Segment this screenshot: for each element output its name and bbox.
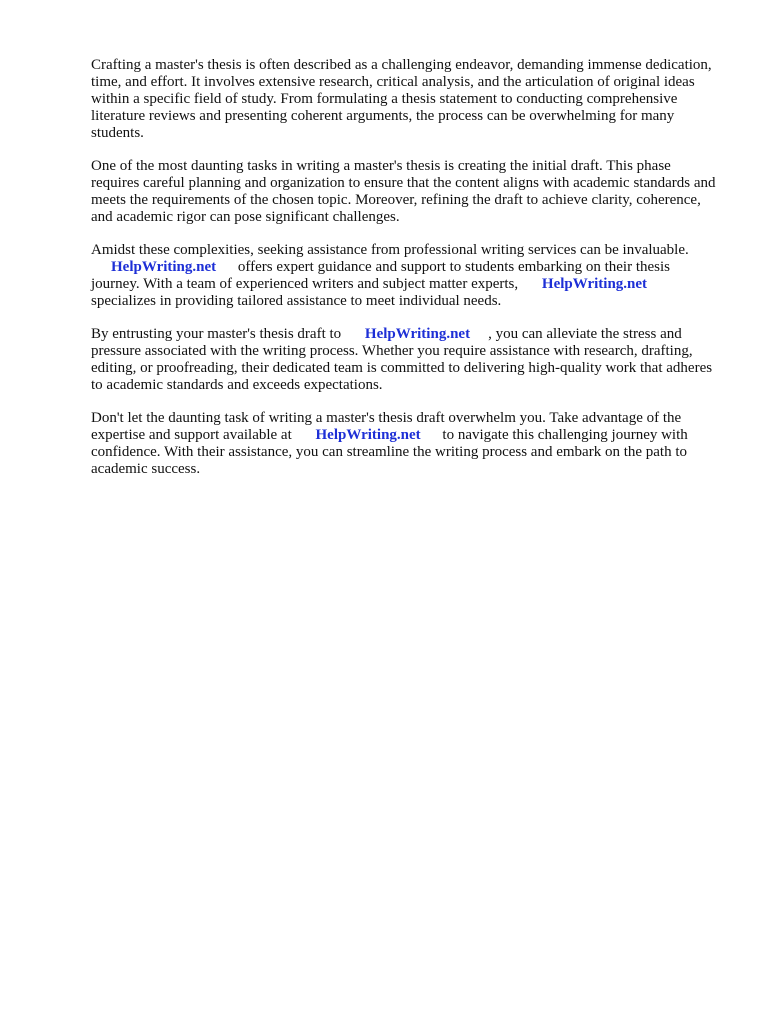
helpwriting-link[interactable]: HelpWriting.net bbox=[111, 259, 217, 275]
document-page bbox=[91, 57, 721, 494]
helpwriting-link[interactable]: HelpWriting.net bbox=[364, 326, 471, 342]
paragraph-text: specializes in providing tailored assistance to meet individual needs. bbox=[91, 293, 502, 309]
paragraph-text: One of the most daunting tasks in writing a master's thesis is creating the initial draft. This phase requires careful planning and organization to ensure that the content aligns with academic standards and meets the requirements of the chosen topic. Moreover, refining the draft to achieve clarity, coherence, and academic rigor can pose significant challenges. bbox=[91, 158, 716, 225]
paragraph-3 bbox=[91, 242, 721, 310]
paragraph-text: Amidst these complexities, seeking assistance from professional writing services can be invaluable. bbox=[91, 242, 689, 258]
paragraph-text: Crafting a master's thesis is often described as a challenging endeavor, demanding immense dedication, time, and effort. It involves extensive research, critical analysis, and the articulation of original ideas within a specific field of study. From formulating a thesis statement to conducting comprehensive literature reviews and presenting coherent arguments, the process can be overwhelming for many students. bbox=[91, 57, 712, 141]
helpwriting-link[interactable]: HelpWriting.net bbox=[315, 427, 421, 443]
paragraph-1 bbox=[91, 57, 721, 142]
paragraph-4 bbox=[91, 326, 721, 394]
paragraph-5 bbox=[91, 410, 721, 478]
paragraph-text: Don't let the daunting task of writing a master's thesis draft overwhelm you. Take advantage of the expertise and support available at bbox=[91, 410, 682, 443]
paragraph-text: offers expert guidance and support to students embarking on their thesis journey. With a team of experienced writers and subject matter experts, bbox=[91, 259, 671, 292]
paragraph-text: to navigate this challenging journey with confidence. With their assistance, you can streamline the writing process and embark on the path to academic success. bbox=[91, 427, 688, 477]
paragraph-text: By entrusting your master's thesis draft to bbox=[91, 326, 345, 342]
helpwriting-link[interactable]: HelpWriting.net bbox=[541, 276, 648, 292]
paragraph-2 bbox=[91, 158, 721, 226]
paragraph-text: , you can alleviate the stress and pressure associated with the writing process. Whether you require assistance with research, drafting, editing, or proofreading, their dedicated team is committed to delivering high-quality work that adheres to academic standards and exceeds expectations. bbox=[91, 326, 713, 393]
